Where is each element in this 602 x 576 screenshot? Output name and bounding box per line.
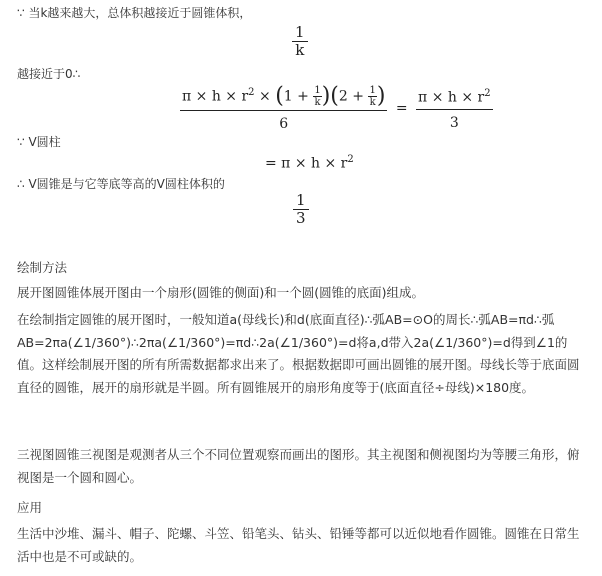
paragraph-applications: 生活中沙堆、漏斗、帽子、陀螺、斗笠、铅笔头、钻头、铅锤等都可以近似地看作圆锥。圆锥在日常生活中也是不可或缺的。 — [17, 526, 580, 564]
equation-numerator-start: π × h × r — [182, 88, 249, 105]
section-heading-drawing-method: 绘制方法 — [17, 260, 68, 275]
fraction-one-over-k — [292, 24, 308, 59]
paragraph-three-views: 三视图圆锥三视图是观测者从三个不同位置观察而画出的图形。其主视图和侧视图均为等腰三角形，俯视图是一个圆和圆心。 — [17, 447, 580, 485]
term-two-plus: 2 + — [338, 88, 369, 105]
rhs-numerator-start: π × h × r — [418, 89, 485, 106]
equation-exponent: 2 — [248, 87, 255, 98]
rhs-exponent: 2 — [484, 88, 491, 100]
statement-approaches-zero: 越接近于0∴ — [17, 67, 81, 81]
fraction-denominator: 3 — [296, 209, 306, 227]
cylinder-volume-expression: = π × h × r — [265, 155, 348, 172]
section-heading-applications: 应用 — [17, 500, 43, 515]
inner-fraction-numerator: 1 — [369, 85, 376, 97]
paragraph-net-drawing-steps: 在绘制指定圆锥的展开图时，一般知道a(母线长)和d(底面直径)∴弧AB=⊙O的周长∴弧AB=πd∴弧AB=2πa(∠1/360°)∴2πa(∠1/360°)=πd∴2a(∠1/360°)=d将a,d带入2a(∠1/360°)=d得到∠1的值。这样绘制展开图的所有所需数据都求出来了。根据数据即可画出圆锥的展开图。母线长等于底面圆直径的圆锥，展开的扇形就是半圆。所有圆锥展开的扇形角度等于(底面直径÷母线)×180度。 — [17, 312, 580, 395]
term-one-plus: 1 + — [283, 88, 314, 105]
fraction-one-third — [293, 192, 309, 227]
inner-fraction-denominator: k — [369, 97, 376, 109]
cylinder-volume-equation — [265, 151, 354, 173]
statement-cone-volume-ratio: ∴ V圆锥是与它等底等高的V圆柱体积的 — [17, 177, 225, 191]
inner-fraction-denominator: k — [314, 97, 321, 109]
statement-k-increasing: ∵ 当k越来越大，总体积越接近于圆锥体积， — [17, 6, 252, 20]
volume-limit-equation: $\pi \times h \times r^2 \times (1$ + $\frac{1}{k}$ )(2 + $\frac{1}{k}$ ) 6 = $\frac{\pi \times h \times r^2}{3}$ — [182, 83, 491, 133]
cylinder-volume-exponent: 2 — [347, 154, 354, 165]
equals-sign: = — [395, 100, 408, 117]
statement-v-cylinder: ∵ V圆柱 — [17, 135, 61, 149]
equation-times: × — [254, 88, 276, 105]
inner-fraction-numerator: 1 — [314, 85, 321, 97]
equation-denominator: 6 — [279, 116, 289, 133]
rhs-denominator: 3 — [449, 114, 459, 131]
paragraph-net-composition: 展开图圆锥体展开图由一个扇形(圆锥的侧面)和一个圆(圆锥的底面)组成。 — [17, 285, 425, 300]
fraction-numerator: 1 — [293, 192, 309, 210]
fraction-denominator: k — [295, 41, 305, 59]
fraction-numerator: 1 — [292, 24, 308, 42]
